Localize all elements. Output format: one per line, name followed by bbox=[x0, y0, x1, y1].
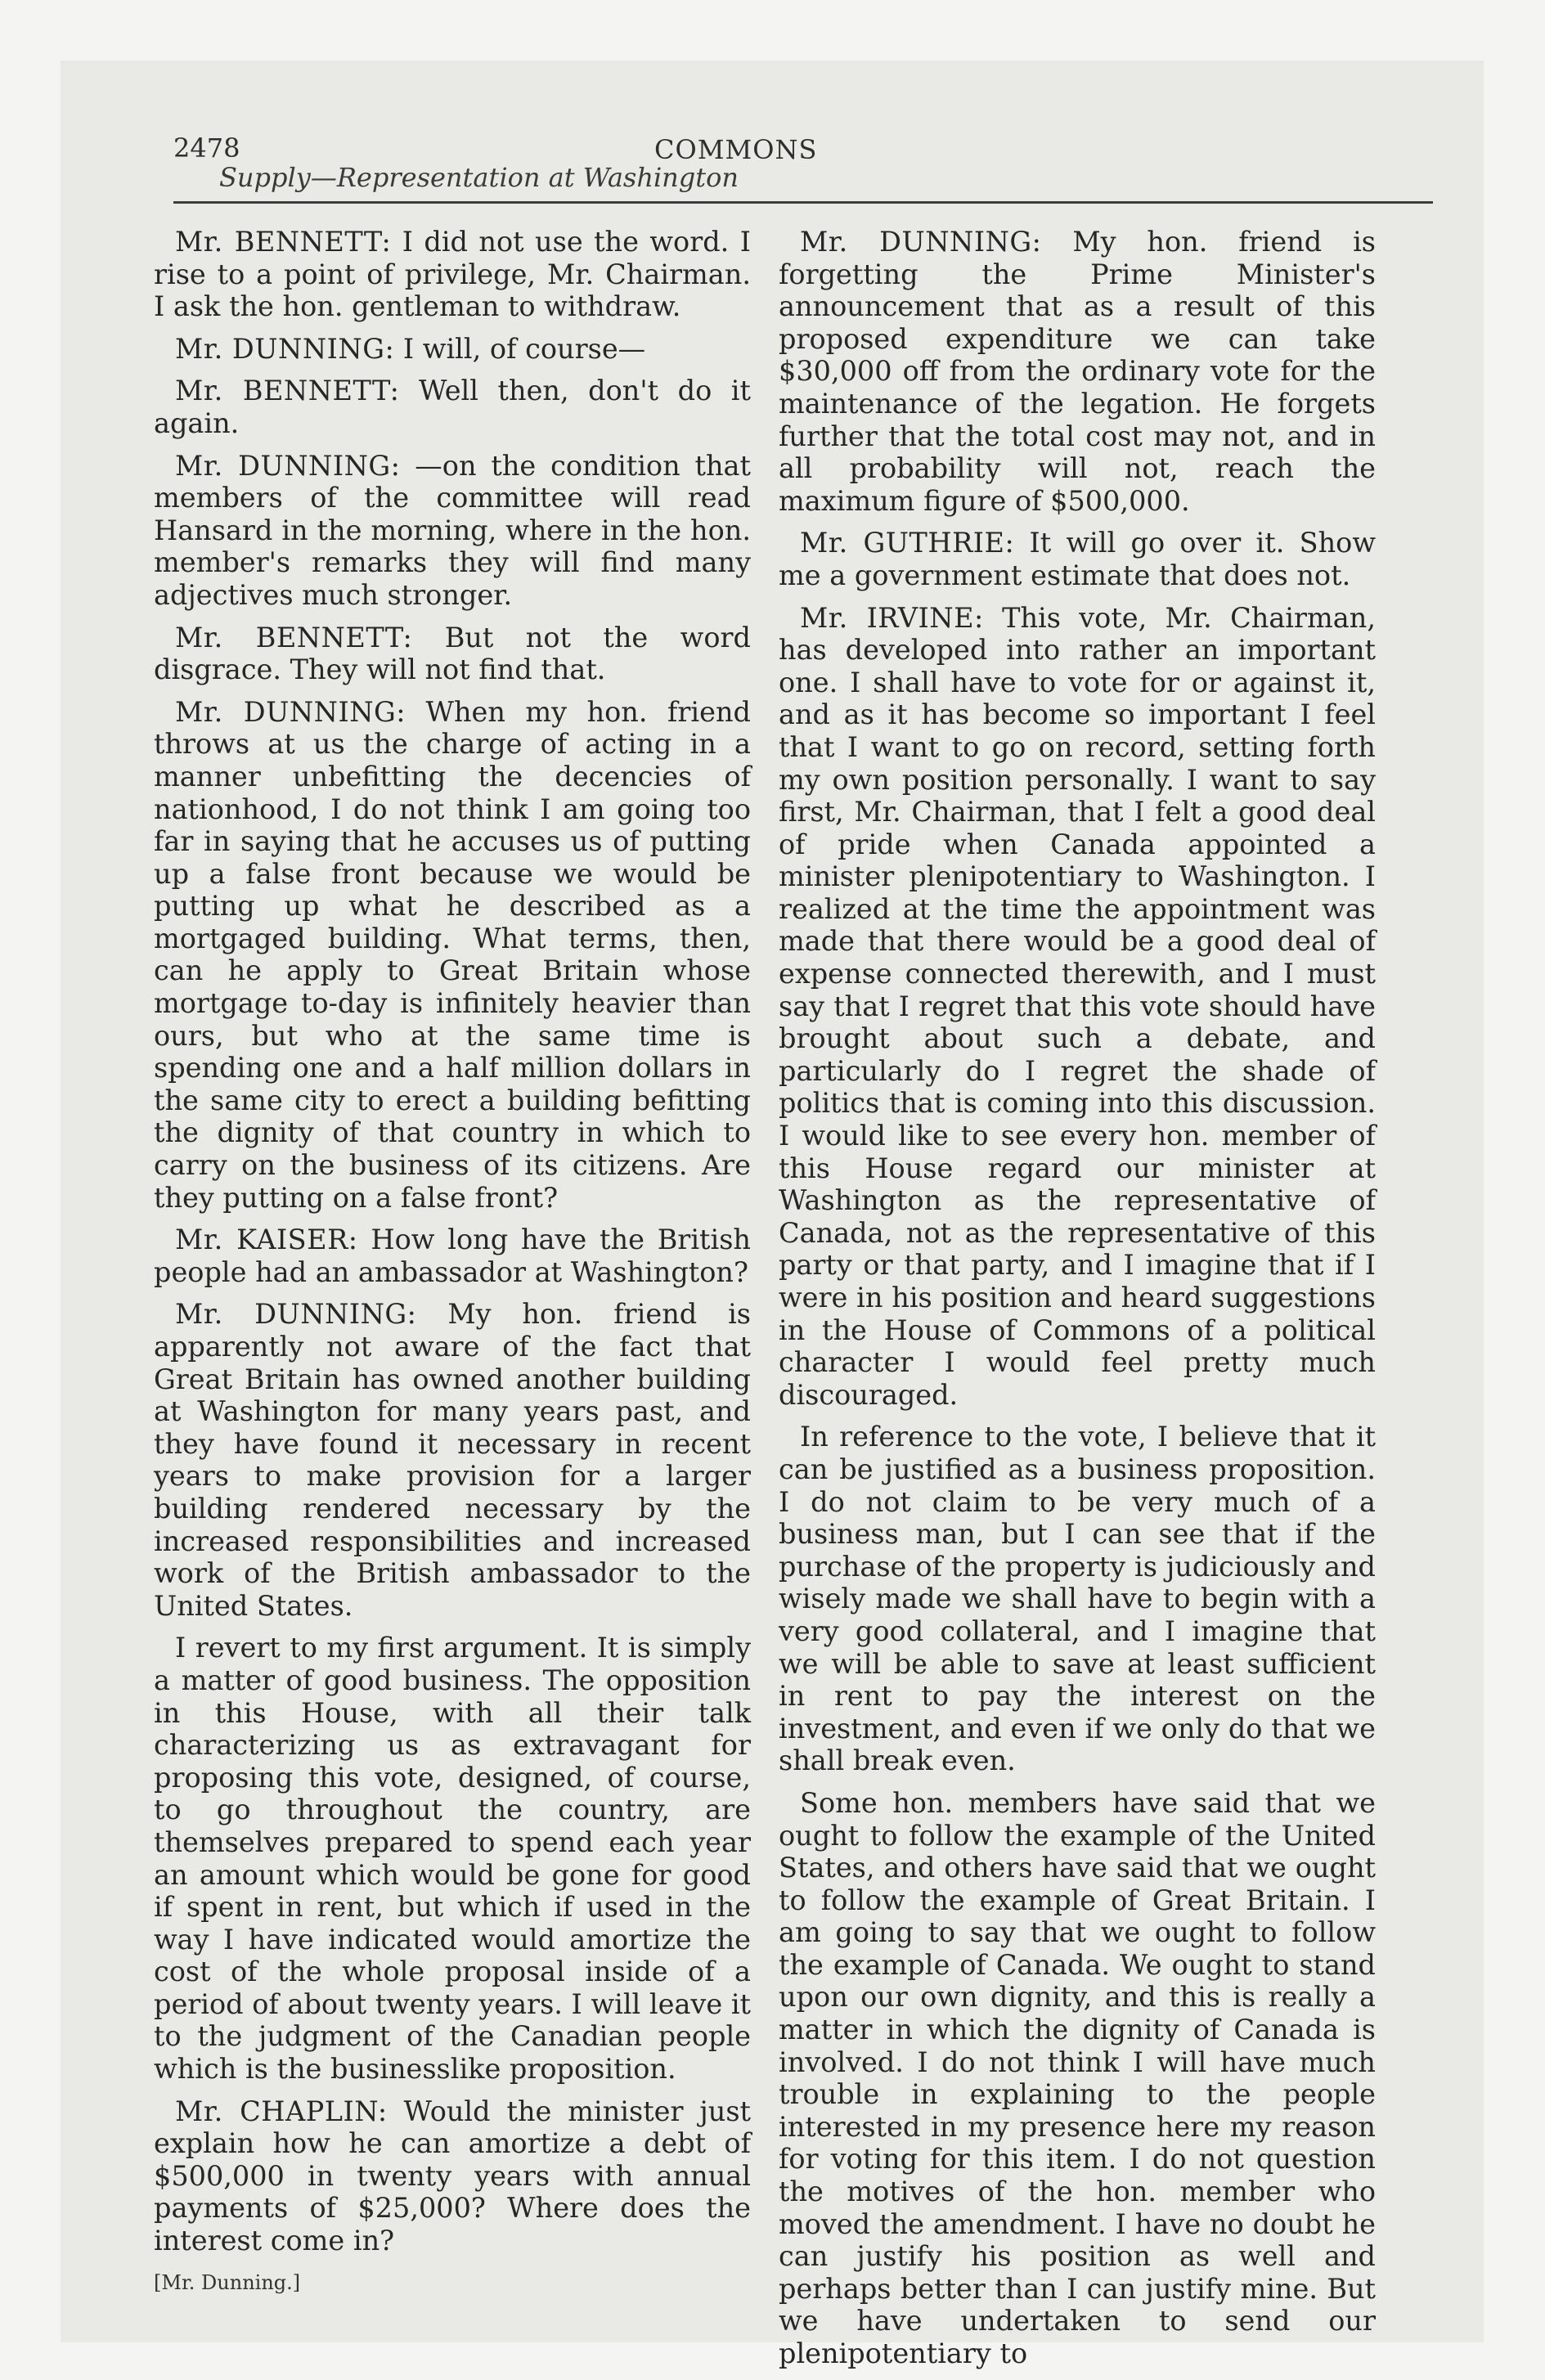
paragraph bbox=[154, 1632, 751, 2085]
speaker-name: Mr. DUNNING: bbox=[175, 332, 395, 365]
paragraph bbox=[779, 527, 1376, 591]
speaker-name: Mr. DUNNING: bbox=[800, 226, 1042, 258]
paragraph bbox=[154, 1224, 751, 1288]
speech-text: But not the word disgrace. They will not find that. bbox=[154, 621, 751, 686]
paragraph bbox=[779, 1421, 1376, 1777]
speech-text: I will, of course— bbox=[402, 332, 646, 365]
speaker-name: Mr. BENNETT: bbox=[175, 375, 400, 407]
speech-text: My hon. friend is apparently not aware of the fact that Great Britain has owned another building at Washington for many years past, and they have found it necessary in recent years to make provision for a larger building rendered necessary by the increased responsibilities and increased work of the British ambassador to the United States. bbox=[154, 1298, 752, 1622]
speech-text: Some hon. members have said that we ought to follow the example of the United States, and others have said that we ought to follow the example of Great Britain. I am going to say that we ought to follow the example of Canada. We ought to stand upon our own dignity, and this is really a matter in which the dignity of Canada is involved. I do not think I will have much trouble in explaining to the people interested in my presence here my reason for voting for this item. I do not question the motives of the hon. member who moved the amendment. I have no doubt he can justify his position as well and perhaps better than I can justify mine. But we have undertaken to send our plenipotentiary to bbox=[779, 1786, 1376, 2369]
speech-text: How long have the British people had an ambassador at Washington? bbox=[154, 1224, 751, 1288]
paragraph bbox=[154, 375, 751, 439]
paragraph bbox=[779, 1787, 1376, 2370]
paragraph bbox=[779, 226, 1376, 517]
speech-text: When my hon. friend throws at us the charge of acting in a manner unbefitting the decencies of nationhood, I do not think I am going too far in saying that he accuses us of putting up a false front because we would be putting up what he described as a mortgaged building. What terms, then, can he apply to Great Britain whose mortgage to-day is infinitely heavier than ours, but who at the same time is spending one and a half million dollars in the same city to erect a building befitting the dignity of that country in which to carry on the business of its citizens. Are they putting on a false front? bbox=[154, 695, 751, 1214]
running-title: COMMONS bbox=[654, 134, 818, 165]
page-number: 2478 bbox=[173, 132, 240, 164]
speaker-name: Mr. BENNETT: bbox=[175, 621, 413, 653]
header-rule bbox=[173, 201, 1433, 204]
speech-text: Well then, don't do it again. bbox=[154, 375, 751, 439]
paragraph bbox=[154, 450, 751, 612]
speech-text: Would the minister just explain how he can amortize a debt of $500,000 in twenty years with annual payments of $25,000? Where does the interest come in? bbox=[154, 2095, 751, 2257]
speaker-name: Mr. IRVINE: bbox=[800, 601, 984, 634]
paragraph bbox=[154, 333, 751, 366]
speech-text: This vote, Mr. Chairman, has developed into rather an important one. I shall have to vote for or against it, and as it has become so important I feel that I want to go on record, setting forth my own position personally. I want to say first, Mr. Chairman, that I felt a good deal of pride when Canada appointed a minister plenipotentiary to Washington. I realized at the time the appointment was made that there would be a good deal of expense connected therewith, and I must say that I regret that this vote should have brought about such a debate, and particularly do I regret the shade of politics that is coming into this discussion. I would like to see every hon. member of this House regard our minister at Washington as the representative of Canada, not as the representative of this party or that party, and I imagine that if I were in his position and heard suggestions in the House of Commons of a political character I would feel pretty much discouraged. bbox=[779, 601, 1376, 1411]
speech-text: —on the condition that members of the committee will read Hansard in the morning, where in the hon. member's remarks they will find many adjectives much stronger. bbox=[154, 449, 751, 611]
speech-text: My hon. friend is forgetting the Prime Minister's announcement that as a result of this proposed expenditure we can take $30,000 off from the ordinary vote for the maintenance of the legation. He forgets further that the total cost may not, and in all probability will not, reach the maximum figure of $500,000. bbox=[779, 226, 1377, 517]
speaker-name: Mr. DUNNING: bbox=[175, 695, 406, 728]
speaker-name: Mr. DUNNING: bbox=[175, 1298, 417, 1331]
speech-text: In reference to the vote, I believe that it can be justified as a business proposition. I do not claim to be very much of a business man, but I can see that if the purchase of the property is judiciously and wisely made we shall have to begin with a very good collateral, and I imagine that we will be able to save at least sufficient in rent to pay the interest on the investment, and even if we only do that we shall break even. bbox=[779, 1421, 1376, 1777]
paragraph bbox=[154, 2095, 751, 2257]
speech-text: I did not use the word. I rise to a point of privilege, Mr. Chairman. I ask the hon. gentleman to withdraw. bbox=[154, 226, 751, 323]
speech-text: It will go over it. Show me a government estimate that does not. bbox=[779, 527, 1376, 591]
speaker-name: Mr. DUNNING: bbox=[175, 449, 401, 482]
paragraph bbox=[779, 602, 1376, 1412]
section-subtitle: Supply—Representation at Washington bbox=[219, 162, 739, 193]
speaker-name: Mr. KAISER: bbox=[175, 1224, 358, 1256]
paragraph bbox=[154, 1298, 751, 1622]
footer-note: [Mr. Dunning.] bbox=[154, 2270, 301, 2294]
speaker-name: Mr. GUTHRIE: bbox=[800, 527, 1015, 559]
paragraph bbox=[154, 696, 751, 1215]
speaker-name: Mr. CHAPLIN: bbox=[175, 2095, 388, 2127]
speaker-name: Mr. BENNETT: bbox=[175, 226, 392, 258]
paragraph bbox=[154, 226, 751, 323]
paragraph bbox=[154, 622, 751, 686]
right-column bbox=[779, 226, 1376, 2380]
left-column bbox=[154, 226, 751, 2299]
speech-text: I revert to my first argument. It is simply a matter of good business. The opposition in this House, with all their talk characterizing us as extravagant for proposing this vote, designed, of course, to go throughout the country, are themselves prepared to spend each year an amount which would be gone for good if spent in rent, but which if used in the way I have indicated would amortize the cost of the whole proposal inside of a period of about twenty years. I will leave it to the judgment of the Canadian people which is the businesslike proposition. bbox=[154, 1632, 751, 2086]
